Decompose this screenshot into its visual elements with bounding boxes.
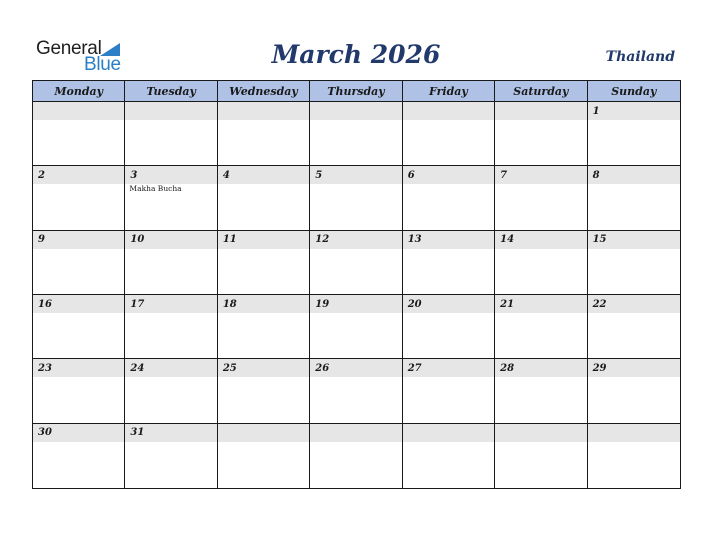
week-row	[33, 231, 680, 295]
day-number: 19	[315, 298, 330, 310]
weekday-header-row	[33, 81, 680, 102]
weekday-header: Tuesday	[125, 81, 217, 101]
day-cell	[125, 102, 217, 165]
day-number-band	[310, 295, 401, 313]
weekday-header: Monday	[33, 81, 125, 101]
week-row	[33, 359, 680, 423]
day-cell	[310, 102, 402, 165]
day-number-band	[495, 295, 586, 313]
day-number-band	[495, 424, 586, 442]
day-number: 12	[315, 234, 330, 246]
day-number: 26	[315, 362, 330, 374]
day-cell	[588, 295, 680, 358]
day-cell	[310, 295, 402, 358]
day-cell	[495, 359, 587, 422]
day-number: 3	[130, 169, 138, 181]
weekday-header: Thursday	[310, 81, 402, 101]
day-cell	[33, 231, 125, 294]
day-number: 30	[38, 427, 52, 439]
day-number-band	[403, 424, 494, 442]
day-number-band	[218, 359, 309, 377]
logo-text-blue: Blue	[84, 54, 121, 75]
day-cell	[403, 424, 495, 488]
day-number: 9	[38, 234, 45, 246]
day-number: 20	[407, 298, 422, 310]
day-number-band	[125, 102, 216, 120]
day-number-band	[218, 231, 309, 249]
day-number-band	[495, 359, 586, 377]
day-number-band	[588, 166, 680, 184]
week-row	[33, 424, 680, 488]
day-number-band	[33, 424, 124, 442]
day-cell	[588, 359, 680, 422]
day-number: 22	[592, 298, 607, 310]
day-cell	[495, 231, 587, 294]
day-number: 5	[315, 169, 323, 181]
country-label: Thailand	[605, 49, 675, 65]
day-cell	[495, 102, 587, 165]
day-number-band	[33, 359, 124, 377]
day-number-band	[33, 166, 124, 184]
day-number-band	[403, 102, 494, 120]
day-number-band	[310, 359, 401, 377]
day-cell	[588, 102, 680, 165]
day-number-band	[588, 295, 680, 313]
week-row	[33, 102, 680, 166]
day-cell	[310, 166, 402, 229]
day-cell	[33, 166, 125, 229]
day-number: 18	[222, 298, 237, 310]
day-number-band	[310, 102, 401, 120]
day-number-band	[125, 231, 216, 249]
day-number: 1	[592, 105, 600, 117]
day-cell	[125, 424, 217, 488]
day-cell	[588, 231, 680, 294]
logo-text-general: General	[36, 38, 102, 59]
day-number: 4	[222, 169, 230, 181]
day-cell	[218, 295, 310, 358]
day-number-band	[588, 424, 680, 442]
day-number: 10	[130, 234, 145, 246]
day-number: 16	[38, 298, 52, 310]
day-number-band	[403, 295, 494, 313]
calendar-weeks	[33, 102, 680, 488]
day-cell	[495, 295, 587, 358]
day-cell	[33, 424, 125, 488]
day-cell	[125, 231, 217, 294]
day-number-band	[403, 359, 494, 377]
month-calendar	[32, 80, 681, 489]
holiday-label: Makha Bucha	[129, 184, 182, 194]
day-number: 25	[222, 362, 237, 374]
day-cell	[495, 424, 587, 488]
day-number-band	[495, 102, 586, 120]
weekday-header: Friday	[403, 81, 495, 101]
day-cell	[403, 231, 495, 294]
weekday-header: Wednesday	[218, 81, 310, 101]
day-number: 17	[130, 298, 145, 310]
day-cell	[218, 166, 310, 229]
day-cell	[218, 102, 310, 165]
day-cell	[495, 166, 587, 229]
day-number-band	[218, 102, 309, 120]
day-cell	[403, 295, 495, 358]
day-number-band	[588, 231, 680, 249]
day-number-band	[495, 166, 586, 184]
day-cell	[310, 359, 402, 422]
day-number: 31	[130, 427, 145, 439]
day-number-band	[33, 295, 124, 313]
day-number-band	[33, 102, 124, 120]
calendar-title: March 2026	[271, 40, 441, 69]
day-number-band	[403, 231, 494, 249]
day-cell	[33, 295, 125, 358]
day-number-band	[310, 424, 401, 442]
week-row	[33, 295, 680, 359]
day-number-band	[125, 359, 216, 377]
day-number: 29	[592, 362, 607, 374]
day-cell	[218, 359, 310, 422]
day-number: 23	[38, 362, 52, 374]
day-cell	[403, 166, 495, 229]
day-number: 11	[222, 234, 237, 246]
day-number: 15	[592, 234, 607, 246]
day-cell	[125, 295, 217, 358]
day-number-band	[310, 166, 401, 184]
day-number-band	[310, 231, 401, 249]
day-number-band	[125, 166, 216, 184]
day-number-band	[33, 231, 124, 249]
day-number: 6	[407, 169, 415, 181]
week-row	[33, 166, 680, 230]
day-number-band	[218, 295, 309, 313]
day-number-band	[588, 359, 680, 377]
day-number: 7	[500, 169, 508, 181]
day-number: 2	[38, 169, 45, 181]
day-number: 13	[407, 234, 422, 246]
day-number-band	[218, 166, 309, 184]
weekday-header: Sunday	[611, 84, 657, 98]
day-number-band	[125, 424, 216, 442]
weekday-header: Saturday	[495, 81, 587, 101]
day-number-band	[495, 231, 586, 249]
day-cell	[33, 102, 125, 165]
day-cell	[125, 166, 217, 229]
day-number: 21	[500, 298, 515, 310]
day-number-band	[125, 295, 216, 313]
day-number: 28	[500, 362, 515, 374]
day-cell	[310, 231, 402, 294]
day-number: 8	[592, 169, 600, 181]
day-cell	[218, 231, 310, 294]
day-cell	[588, 166, 680, 229]
day-cell	[588, 424, 680, 488]
day-cell	[218, 424, 310, 488]
day-number-band	[588, 102, 680, 120]
day-cell	[403, 102, 495, 165]
day-number: 14	[500, 234, 515, 246]
day-cell	[310, 424, 402, 488]
day-number-band	[218, 424, 309, 442]
day-number: 27	[407, 362, 422, 374]
day-number: 24	[130, 362, 145, 374]
day-cell	[33, 359, 125, 422]
day-number-band	[403, 166, 494, 184]
day-cell	[125, 359, 217, 422]
day-cell	[403, 359, 495, 422]
